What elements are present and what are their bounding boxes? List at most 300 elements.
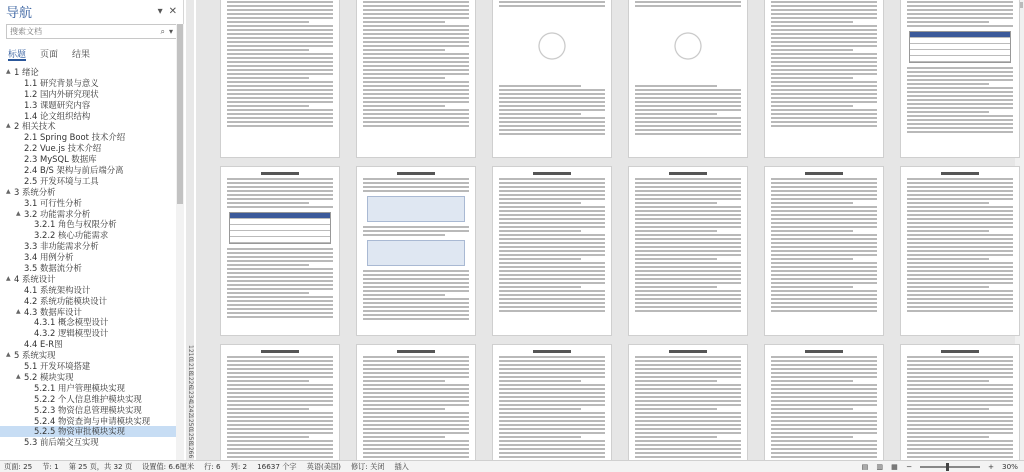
text-line bbox=[907, 83, 989, 85]
nav-heading-item[interactable] bbox=[0, 219, 183, 230]
zoom-thumb[interactable] bbox=[946, 463, 949, 471]
dropdown-icon[interactable]: ▾ bbox=[157, 5, 163, 17]
nav-heading-label: 3.1 可行性分析 bbox=[24, 197, 82, 208]
text-line bbox=[227, 452, 333, 454]
page-heading bbox=[533, 172, 571, 175]
tab-pages[interactable]: 页面 bbox=[40, 50, 59, 60]
text-line bbox=[635, 408, 717, 410]
text-line bbox=[907, 266, 1013, 268]
text-line bbox=[635, 368, 741, 370]
text-line bbox=[907, 360, 1013, 362]
text-line bbox=[363, 17, 469, 19]
text-line bbox=[499, 376, 605, 378]
text-line bbox=[499, 412, 605, 414]
tab-headings[interactable]: 标题 bbox=[8, 47, 26, 61]
text-line bbox=[227, 101, 333, 103]
text-line bbox=[363, 310, 469, 312]
page-thumbnail[interactable] bbox=[220, 0, 340, 158]
text-line bbox=[499, 388, 605, 390]
search-box[interactable] bbox=[6, 24, 177, 39]
collapse-caret-icon[interactable]: ▲ bbox=[16, 307, 21, 315]
text-line bbox=[907, 198, 1013, 200]
text-line bbox=[499, 408, 581, 410]
nav-heading-label: 1.2 国内外研究现状 bbox=[24, 88, 99, 99]
text-line bbox=[771, 105, 853, 107]
text-line bbox=[227, 109, 333, 111]
nav-heading-item[interactable] bbox=[0, 285, 183, 296]
text-line bbox=[771, 396, 877, 398]
text-line bbox=[363, 314, 469, 316]
text-line bbox=[499, 194, 605, 196]
text-line bbox=[499, 230, 581, 232]
text-line bbox=[907, 107, 1013, 109]
page-thumbnail[interactable] bbox=[764, 344, 884, 460]
page-thumbnail[interactable] bbox=[900, 166, 1020, 336]
text-line bbox=[635, 294, 741, 296]
status-language[interactable]: 英语(美国) bbox=[306, 461, 341, 471]
text-line bbox=[771, 33, 877, 35]
text-line bbox=[499, 286, 581, 288]
text-line bbox=[771, 49, 853, 51]
tab-results[interactable]: 结果 bbox=[72, 50, 91, 60]
text-line bbox=[907, 448, 1013, 450]
text-line bbox=[499, 258, 581, 260]
page-thumbnail[interactable] bbox=[628, 166, 748, 336]
text-line bbox=[771, 254, 877, 256]
text-line bbox=[907, 182, 1013, 184]
text-line bbox=[227, 308, 333, 310]
text-line bbox=[227, 45, 333, 47]
nav-heading-label: 1.4 论文组织结构 bbox=[24, 110, 91, 121]
text-line bbox=[635, 194, 741, 196]
text-line bbox=[227, 248, 333, 250]
text-line bbox=[635, 290, 741, 292]
text-line bbox=[771, 206, 877, 208]
text-line bbox=[227, 368, 333, 370]
text-line bbox=[771, 250, 877, 252]
text-line bbox=[771, 452, 877, 454]
nav-heading-item[interactable] bbox=[0, 241, 183, 252]
nav-heading-label: 3.5 数据流分析 bbox=[24, 263, 82, 274]
text-line bbox=[363, 298, 469, 300]
text-line bbox=[499, 186, 605, 188]
text-line bbox=[771, 85, 877, 87]
text-line bbox=[771, 238, 877, 240]
nav-heading-label: 5 系统实现 bbox=[14, 350, 56, 361]
nav-heading-item[interactable] bbox=[0, 274, 183, 285]
text-line bbox=[363, 33, 469, 35]
text-line bbox=[363, 290, 469, 292]
nav-heading-item[interactable] bbox=[0, 405, 183, 416]
status-words[interactable]: 16637 个字 bbox=[257, 461, 297, 471]
text-line bbox=[363, 69, 469, 71]
collapse-caret-icon[interactable]: ▲ bbox=[16, 209, 21, 217]
text-line bbox=[907, 356, 1013, 358]
page-heading bbox=[805, 172, 843, 175]
text-line bbox=[499, 436, 581, 438]
nav-scrollbar[interactable] bbox=[176, 24, 184, 460]
text-line bbox=[907, 71, 1013, 73]
text-line bbox=[227, 264, 309, 266]
text-line bbox=[907, 111, 989, 113]
text-line bbox=[635, 186, 741, 188]
page-thumbnail[interactable] bbox=[356, 166, 476, 336]
status-page[interactable]: 页面: 25 bbox=[4, 461, 33, 471]
text-line bbox=[635, 396, 741, 398]
nav-heading-label: 2.2 Vue.js 技术介绍 bbox=[24, 143, 102, 154]
text-line bbox=[227, 194, 333, 196]
search-dropdown-icon[interactable]: ▾ bbox=[168, 26, 173, 36]
page-heading bbox=[805, 350, 843, 353]
page-thumbnail[interactable] bbox=[492, 344, 612, 460]
text-line bbox=[635, 190, 741, 192]
text-line bbox=[363, 306, 469, 308]
page-thumbnail[interactable] bbox=[900, 0, 1020, 158]
text-line bbox=[907, 262, 1013, 264]
text-line bbox=[771, 258, 853, 260]
nav-heading-item[interactable] bbox=[0, 416, 183, 427]
text-line bbox=[635, 266, 741, 268]
zoom-level[interactable]: 30% bbox=[1002, 462, 1018, 471]
ruler-mark: 1250 bbox=[187, 415, 194, 431]
page-heading bbox=[941, 172, 979, 175]
search-input[interactable]: 搜索文档 bbox=[10, 27, 42, 36]
text-line bbox=[227, 428, 333, 430]
text-line bbox=[771, 222, 877, 224]
text-line bbox=[227, 73, 333, 75]
nav-heading-item[interactable] bbox=[0, 230, 183, 241]
nav-heading-item[interactable] bbox=[0, 350, 183, 361]
text-line bbox=[635, 310, 741, 312]
text-line bbox=[771, 226, 877, 228]
text-line bbox=[635, 101, 741, 103]
text-line bbox=[363, 186, 469, 188]
nav-heading-label: 5.3 前后端交互实现 bbox=[24, 437, 99, 448]
text-line bbox=[771, 408, 853, 410]
nav-heading-item[interactable] bbox=[0, 67, 183, 78]
text-line bbox=[635, 109, 741, 111]
text-line bbox=[363, 412, 469, 414]
nav-heading-item[interactable] bbox=[0, 296, 183, 307]
text-line bbox=[499, 416, 605, 418]
text-line bbox=[635, 436, 717, 438]
text-line bbox=[907, 95, 1013, 97]
text-line bbox=[227, 404, 333, 406]
text-line bbox=[363, 49, 445, 51]
text-line bbox=[499, 384, 605, 386]
nav-title: 导航 bbox=[6, 5, 33, 21]
text-line bbox=[635, 258, 717, 260]
page-heading bbox=[261, 350, 299, 353]
nav-heading-item[interactable] bbox=[0, 132, 183, 143]
text-line bbox=[227, 178, 333, 180]
text-line bbox=[907, 444, 1013, 446]
text-line bbox=[771, 198, 877, 200]
text-line bbox=[363, 25, 469, 27]
text-line bbox=[635, 356, 741, 358]
text-line bbox=[907, 178, 1013, 180]
text-line bbox=[363, 416, 469, 418]
text-line bbox=[907, 190, 1013, 192]
text-line bbox=[771, 356, 877, 358]
collapse-caret-icon[interactable]: ▲ bbox=[6, 68, 11, 75]
text-line bbox=[771, 436, 853, 438]
text-line bbox=[771, 392, 877, 394]
nav-heading-item[interactable] bbox=[0, 209, 183, 220]
nav-heading-item[interactable] bbox=[0, 154, 183, 165]
web-layout-icon[interactable]: ▥ bbox=[876, 462, 884, 471]
nav-heading-item[interactable] bbox=[0, 361, 183, 372]
text-line bbox=[907, 278, 1013, 280]
nav-heading-item[interactable] bbox=[0, 328, 183, 339]
ruler-mark: 1218 bbox=[187, 359, 194, 375]
text-line bbox=[227, 448, 333, 450]
text-line bbox=[227, 89, 333, 91]
nav-heading-label: 3.4 用例分析 bbox=[24, 252, 74, 263]
text-line bbox=[635, 117, 741, 119]
nav-heading-label: 2.5 开发环境与工具 bbox=[24, 175, 99, 186]
text-line bbox=[771, 432, 877, 434]
text-line bbox=[499, 214, 605, 216]
text-line bbox=[227, 1, 333, 3]
status-setting[interactable]: 设置值: 6.6厘米 bbox=[142, 461, 195, 471]
text-line bbox=[499, 310, 605, 312]
nav-heading-item[interactable] bbox=[0, 78, 183, 89]
page-thumbnail[interactable] bbox=[220, 166, 340, 336]
status-col[interactable]: 列: 2 bbox=[230, 461, 248, 471]
text-line bbox=[635, 302, 741, 304]
nav-heading-item[interactable] bbox=[0, 165, 183, 176]
text-line bbox=[363, 376, 469, 378]
search-icon[interactable]: ⌕ bbox=[160, 26, 165, 36]
text-line bbox=[363, 37, 469, 39]
table bbox=[909, 31, 1011, 63]
text-line bbox=[499, 93, 605, 95]
text-line bbox=[363, 428, 469, 430]
text-line bbox=[499, 396, 605, 398]
page-thumbnail[interactable] bbox=[356, 344, 476, 460]
text-line bbox=[227, 252, 333, 254]
page-heading bbox=[397, 350, 435, 353]
text-line bbox=[907, 432, 1013, 434]
collapse-caret-icon[interactable]: ▲ bbox=[16, 372, 21, 380]
text-line bbox=[499, 282, 605, 284]
nav-heading-item[interactable] bbox=[0, 111, 183, 122]
nav-heading-item[interactable] bbox=[0, 121, 183, 132]
text-line bbox=[907, 194, 1013, 196]
text-line bbox=[499, 400, 605, 402]
status-mode[interactable]: 插入 bbox=[394, 461, 409, 471]
text-line bbox=[635, 416, 741, 418]
nav-heading-item[interactable] bbox=[0, 176, 183, 187]
text-line bbox=[227, 424, 333, 426]
nav-heading-item[interactable] bbox=[0, 187, 183, 198]
ruler-mark: 1210 bbox=[187, 345, 194, 361]
nav-heading-label: 2.4 B/S 架构与前后端分离 bbox=[24, 165, 124, 176]
text-line bbox=[635, 298, 741, 300]
page-thumbnail[interactable] bbox=[492, 0, 612, 158]
nav-heading-item[interactable] bbox=[0, 307, 183, 318]
text-line bbox=[907, 67, 1013, 69]
text-line bbox=[499, 234, 605, 236]
nav-scroll-thumb[interactable] bbox=[177, 24, 183, 204]
nav-heading-item[interactable] bbox=[0, 143, 183, 154]
text-line bbox=[635, 125, 741, 127]
text-line bbox=[907, 392, 1013, 394]
collapse-caret-icon[interactable]: ▲ bbox=[6, 122, 11, 130]
nav-heading-label: 3.2.1 角色与权限分析 bbox=[34, 219, 117, 230]
text-line bbox=[635, 428, 741, 430]
nav-heading-label: 4.4 E-R图 bbox=[24, 339, 63, 350]
text-line bbox=[771, 380, 853, 382]
text-line bbox=[227, 440, 333, 442]
text-line bbox=[499, 306, 605, 308]
text-line bbox=[635, 274, 741, 276]
text-line bbox=[771, 246, 877, 248]
text-line bbox=[635, 89, 741, 91]
page-heading bbox=[669, 172, 707, 175]
text-line bbox=[907, 258, 989, 260]
text-line bbox=[499, 290, 605, 292]
text-line bbox=[227, 190, 333, 192]
page-thumbnail[interactable] bbox=[764, 166, 884, 336]
text-line bbox=[771, 117, 877, 119]
page-thumbnail[interactable] bbox=[764, 0, 884, 158]
text-line bbox=[771, 202, 853, 204]
nav-heading-item[interactable] bbox=[0, 252, 183, 263]
nav-heading-item[interactable] bbox=[0, 89, 183, 100]
nav-heading-item[interactable] bbox=[0, 383, 183, 394]
text-line bbox=[227, 412, 333, 414]
nav-heading-item[interactable] bbox=[0, 317, 183, 328]
nav-heading-item[interactable] bbox=[0, 426, 183, 437]
text-line bbox=[499, 440, 605, 442]
text-line bbox=[499, 113, 581, 115]
text-line bbox=[771, 29, 877, 31]
page-thumbnail[interactable] bbox=[220, 344, 340, 460]
text-line bbox=[771, 65, 877, 67]
text-line bbox=[499, 109, 605, 111]
page-thumbnail[interactable] bbox=[628, 344, 748, 460]
page-heading bbox=[397, 172, 435, 175]
text-line bbox=[363, 121, 469, 123]
text-line bbox=[227, 33, 333, 35]
nav-heading-label: 4.3 数据库设计 bbox=[24, 306, 82, 317]
text-line bbox=[771, 368, 877, 370]
page-thumbnail[interactable] bbox=[356, 0, 476, 158]
text-line bbox=[227, 21, 309, 23]
collapse-caret-icon[interactable]: ▲ bbox=[6, 274, 11, 282]
text-line bbox=[771, 5, 877, 7]
collapse-caret-icon[interactable]: ▲ bbox=[6, 187, 11, 195]
document-area[interactable] bbox=[196, 0, 1024, 460]
text-line bbox=[635, 218, 741, 220]
text-line bbox=[363, 424, 469, 426]
text-line bbox=[771, 306, 877, 308]
nav-heading-item[interactable] bbox=[0, 339, 183, 350]
text-line bbox=[907, 202, 989, 204]
print-layout-icon[interactable]: ▤ bbox=[861, 462, 869, 471]
text-line bbox=[363, 125, 469, 127]
text-line bbox=[907, 310, 1013, 312]
text-line bbox=[363, 1, 469, 3]
nav-heading-item[interactable] bbox=[0, 394, 183, 405]
text-line bbox=[771, 81, 877, 83]
text-line bbox=[227, 288, 333, 290]
page-thumbnail[interactable] bbox=[900, 344, 1020, 460]
nav-heading-label: 2.3 MySQL 数据库 bbox=[24, 154, 97, 165]
text-line bbox=[499, 198, 605, 200]
text-line bbox=[907, 408, 989, 410]
text-line bbox=[635, 456, 741, 458]
nav-heading-item[interactable] bbox=[0, 372, 183, 383]
text-line bbox=[499, 89, 605, 91]
text-line bbox=[227, 198, 333, 200]
screenshot-figure bbox=[367, 240, 465, 266]
text-line bbox=[907, 404, 1013, 406]
close-icon[interactable]: ✕ bbox=[168, 5, 177, 17]
text-line bbox=[227, 408, 309, 410]
status-line[interactable]: 行: 6 bbox=[204, 461, 221, 471]
status-section[interactable]: 节: 1 bbox=[42, 461, 59, 471]
text-line bbox=[771, 242, 877, 244]
text-line bbox=[771, 61, 877, 63]
text-line bbox=[363, 105, 445, 107]
nav-heading-item[interactable] bbox=[0, 437, 183, 448]
text-line bbox=[499, 85, 581, 87]
text-line bbox=[363, 444, 469, 446]
status-page-of[interactable]: 第 25 页，共 32 页 bbox=[68, 461, 133, 471]
text-line bbox=[363, 368, 469, 370]
text-line bbox=[363, 380, 445, 382]
text-line bbox=[363, 73, 469, 75]
read-mode-icon[interactable]: ▦ bbox=[891, 462, 898, 471]
text-line bbox=[907, 222, 1013, 224]
text-line bbox=[227, 29, 333, 31]
text-line bbox=[907, 270, 1013, 272]
text-line bbox=[771, 456, 877, 458]
collapse-caret-icon[interactable]: ▲ bbox=[6, 351, 11, 359]
text-line bbox=[363, 117, 469, 119]
nav-heading-item[interactable] bbox=[0, 198, 183, 209]
zoom-out-icon[interactable]: − bbox=[905, 462, 912, 471]
page-heading bbox=[533, 350, 571, 353]
text-line bbox=[635, 210, 741, 212]
nav-heading-item[interactable] bbox=[0, 263, 183, 274]
text-line bbox=[771, 17, 877, 19]
text-line bbox=[771, 121, 877, 123]
text-line bbox=[635, 133, 741, 135]
zoom-slider[interactable] bbox=[920, 466, 980, 468]
zoom-in-icon[interactable]: + bbox=[987, 462, 995, 471]
text-line bbox=[499, 444, 605, 446]
nav-heading-item[interactable] bbox=[0, 100, 183, 111]
page-thumbnail[interactable] bbox=[628, 0, 748, 158]
text-line bbox=[907, 368, 1013, 370]
status-track-changes[interactable]: 修订: 关闭 bbox=[350, 461, 385, 471]
text-line bbox=[907, 452, 1013, 454]
text-line bbox=[363, 360, 469, 362]
text-line bbox=[227, 392, 333, 394]
text-line bbox=[363, 81, 469, 83]
text-line bbox=[771, 109, 877, 111]
page-thumbnail[interactable] bbox=[492, 166, 612, 336]
text-line bbox=[227, 186, 333, 188]
text-line bbox=[227, 81, 333, 83]
text-line bbox=[499, 117, 605, 119]
text-line bbox=[635, 121, 741, 123]
text-line bbox=[227, 432, 333, 434]
